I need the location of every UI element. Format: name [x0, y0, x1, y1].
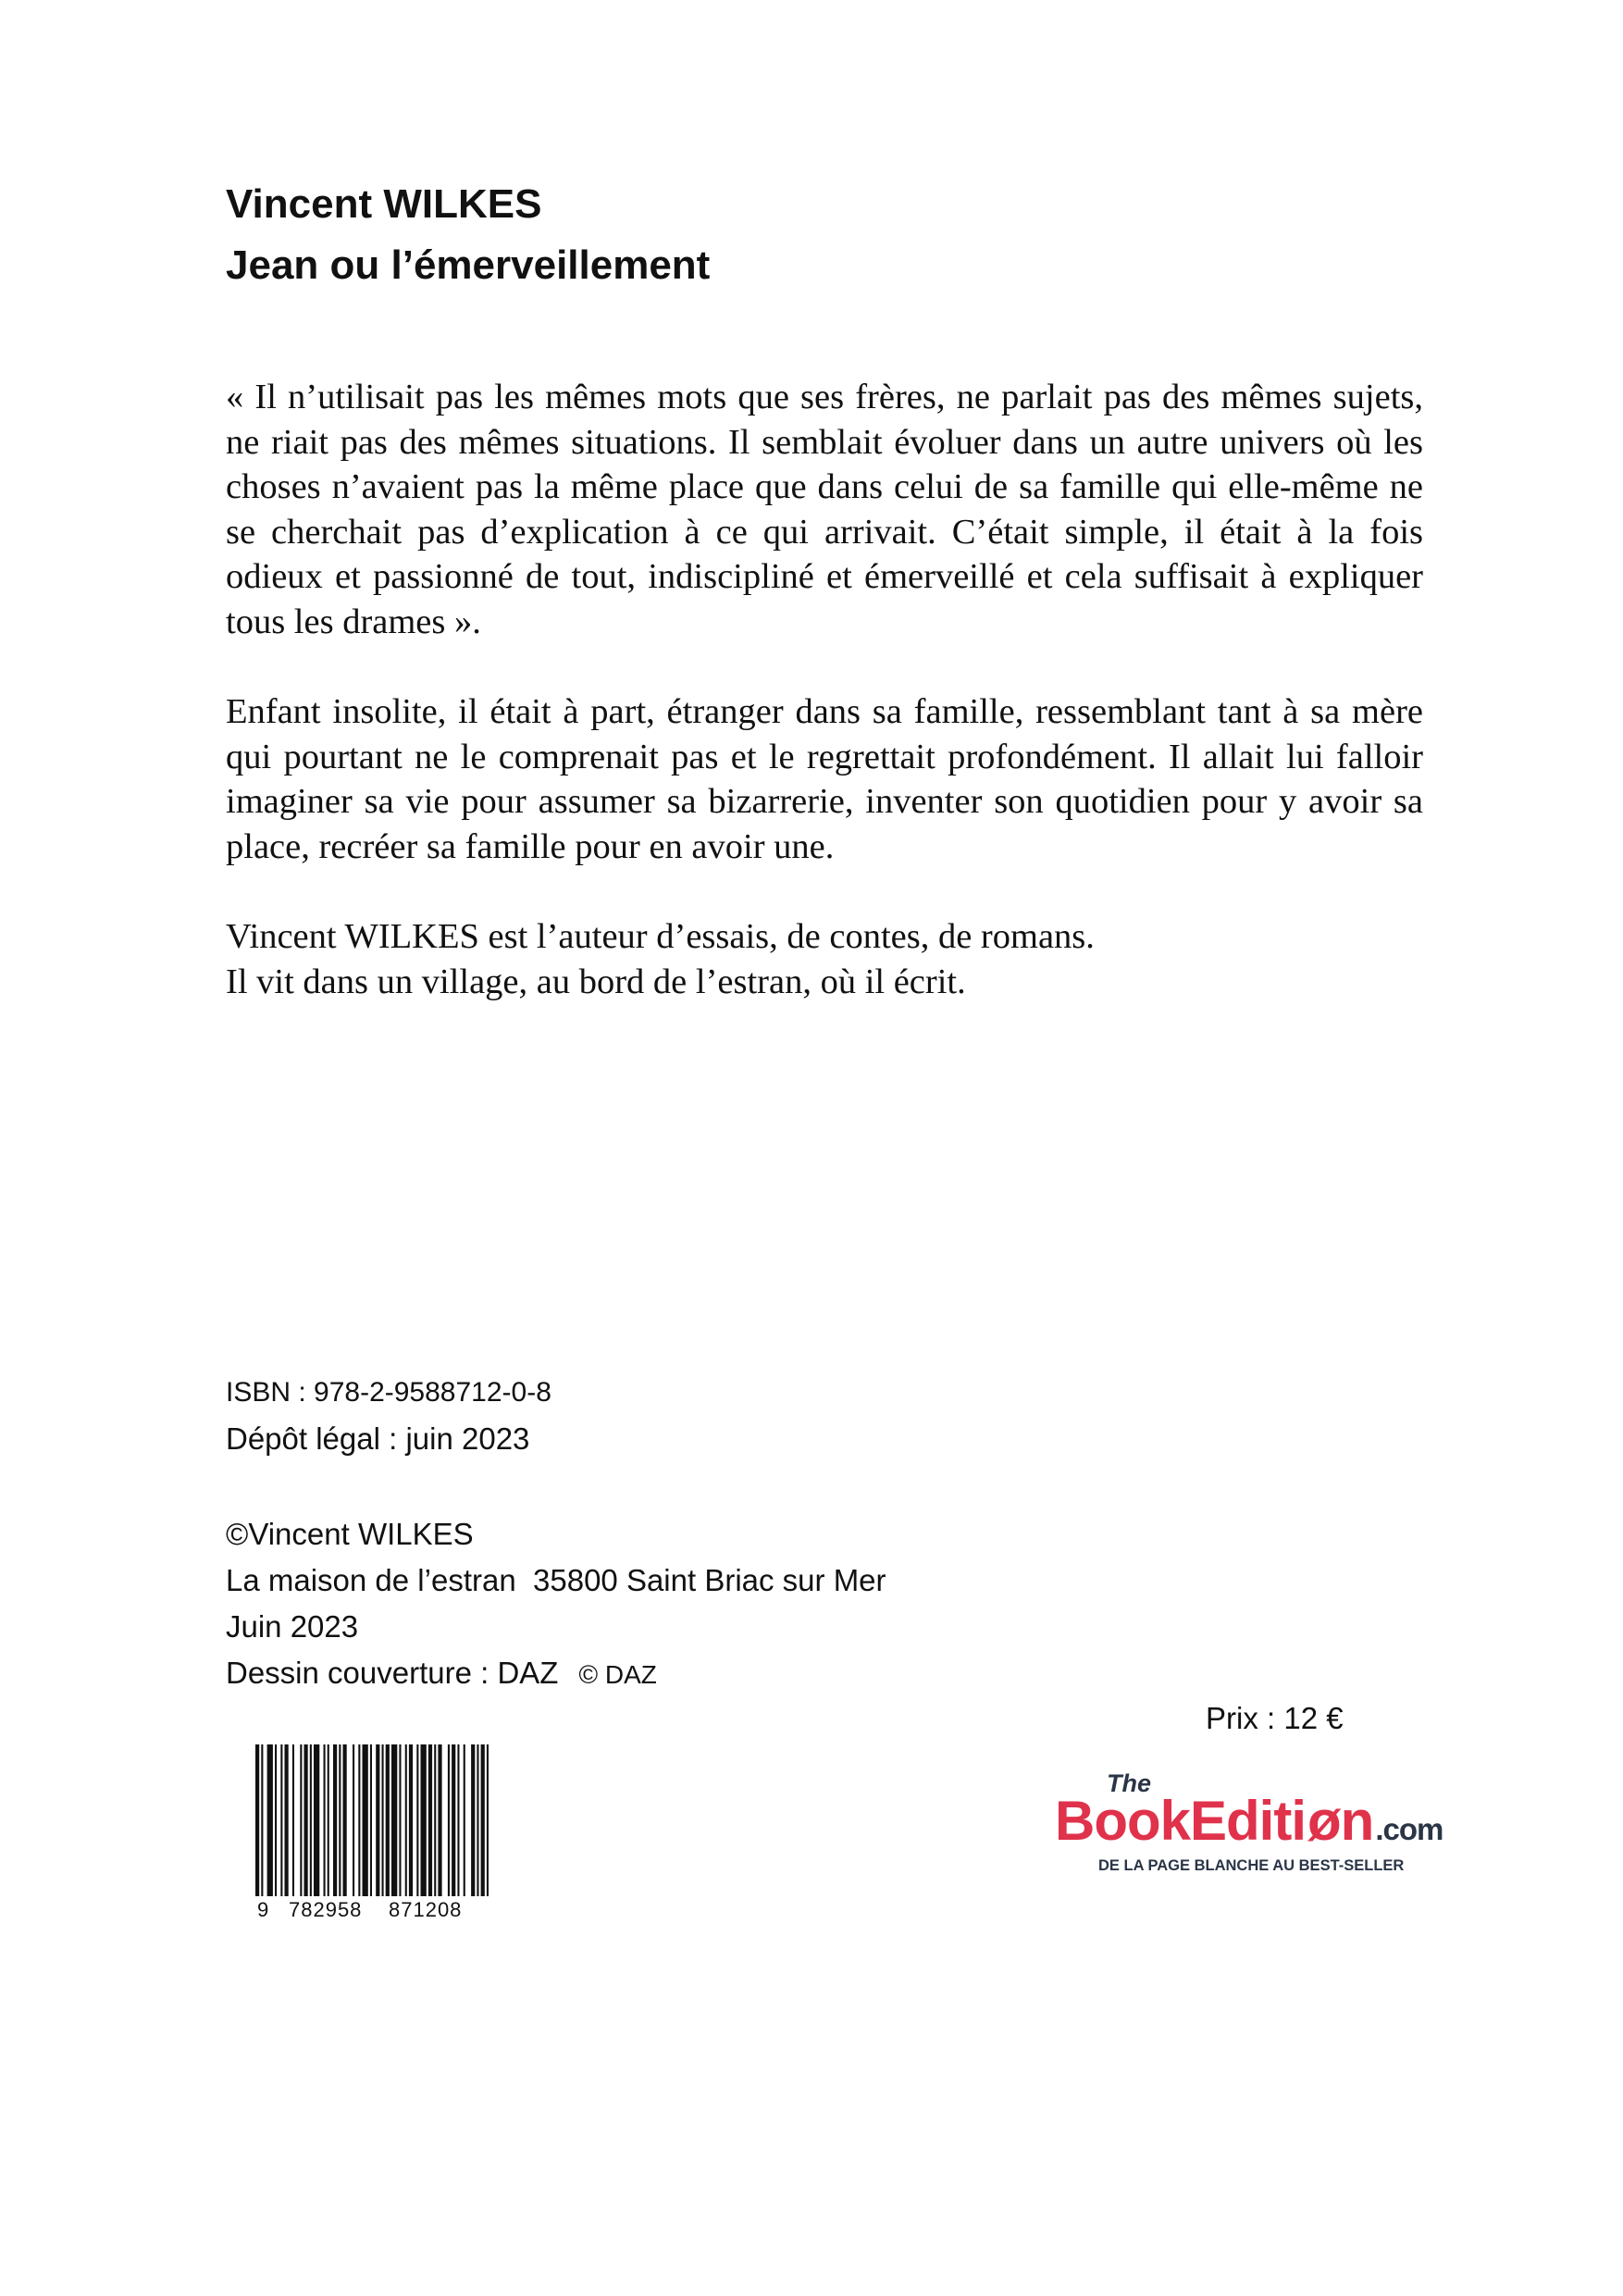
copyright-block [226, 1511, 886, 1698]
book-title: Jean ou l’émerveillement [226, 242, 711, 288]
barcode-bars [255, 1744, 489, 1896]
logo-the-text: The [1107, 1769, 1152, 1797]
barcode-bar [487, 1744, 489, 1896]
author-name: Vincent WILKES [226, 181, 542, 227]
barcode-bar [452, 1744, 455, 1896]
isbn-text: ISBN : 978-2-9588712-0-8 [226, 1377, 551, 1408]
barcode-digit-lead: 9 [257, 1898, 269, 1921]
barcode-bar [409, 1744, 413, 1896]
barcode-bar [370, 1744, 372, 1896]
barcode-bar [343, 1744, 347, 1896]
legal-deposit-text: Dépôt légal : juin 2023 [226, 1421, 530, 1456]
barcode-bar [382, 1744, 384, 1896]
publication-date: Juin 2023 [226, 1609, 359, 1644]
barcode-bar [267, 1744, 273, 1896]
barcode-bar [333, 1744, 337, 1896]
copyright-text: ©Vincent WILKES [226, 1517, 474, 1551]
barcode-bar [328, 1744, 329, 1896]
barcode-bar [428, 1744, 432, 1896]
barcode-bar [255, 1744, 259, 1896]
barcode-bar [275, 1744, 277, 1896]
barcode-digits-right: 871208 [389, 1898, 463, 1921]
quote-text: « Il n’utilisait pas les mêmes mots que ses frères, ne parlait pas des mêmes sujets, ne riait pas des mêmes situations. Il semblait évoluer dans un autre univers où les choses n’avaient pas la même place que dans celui de sa famille qui elle-même ne se cherchait pas d’explication à ce qui arrivait. C’était simple, il était à la fois odieux et passionné de tout, indiscipliné et émerveillé et cela suffisait à expliquer tous les drames ». [226, 378, 1423, 641]
logo-brand-book: Book [1055, 1790, 1190, 1852]
barcode-bar [386, 1744, 390, 1896]
bio-line-2: Il vit dans un village, au bord de l’estran, où il écrit. [226, 962, 966, 1001]
summary-paragraph [226, 689, 1423, 869]
cover-art-text: Dessin couverture : DAZ [226, 1656, 559, 1690]
barcode-bar [304, 1744, 308, 1896]
barcode-bar [399, 1744, 401, 1896]
book-header [226, 174, 1429, 296]
barcode-bar [339, 1744, 341, 1896]
barcode-bar [280, 1744, 282, 1896]
barcode-bar [292, 1744, 294, 1896]
barcode-bar [358, 1744, 360, 1896]
logo-tagline: DE LA PAGE BLANCHE AU BEST-SELLER [1098, 1857, 1405, 1874]
barcode-bar [421, 1744, 427, 1896]
barcode-bar [438, 1744, 441, 1896]
barcode-bar [457, 1744, 459, 1896]
barcode-bar [477, 1744, 478, 1896]
barcode-bar [261, 1744, 263, 1896]
barcode-bar [464, 1744, 465, 1896]
barcode-bar [363, 1744, 368, 1896]
summary-text: Enfant insolite, il était à part, étranger dans sa famille, ressemblant tant à sa mère qui pourtant ne le comprenait pas et le regrettait profondément. Il allait lui falloir imaginer sa vie pour assumer sa bizarrerie, inventer son quotidien pour y avoir sa place, recréer sa famille pour en avoir une. [226, 692, 1423, 866]
barcode-bar [314, 1744, 319, 1896]
barcode-bar [324, 1744, 326, 1896]
barcode-bar [448, 1744, 450, 1896]
cover-art-credit [226, 1650, 886, 1698]
barcode-bar [376, 1744, 379, 1896]
logo-brand-edition: Editi [1190, 1790, 1306, 1852]
thebookedition-logo [1055, 1768, 1499, 1879]
barcode-bar [481, 1744, 485, 1896]
logo-quill-o: ø [1307, 1790, 1341, 1852]
bio-line-1: Vincent WILKES est l’auteur d’essais, de contes, de romans. [226, 917, 1095, 956]
publisher-address: La maison de l’estran 35800 Saint Briac sur Mer [226, 1563, 886, 1597]
barcode-bar [405, 1744, 407, 1896]
logo-brand-com: .com [1375, 1812, 1443, 1846]
barcode-bar [391, 1744, 397, 1896]
author-bio [226, 914, 1423, 1004]
barcode-bar [434, 1744, 436, 1896]
logo-brand-text [1055, 1790, 1443, 1852]
isbn-barcode [250, 1744, 495, 1925]
logo-brand-tail: n [1340, 1790, 1374, 1852]
cover-art-copyright: © DAZ [578, 1660, 657, 1689]
price-text: Prix : 12 € [1206, 1701, 1344, 1735]
barcode-bar [300, 1744, 302, 1896]
barcode-bar [285, 1744, 289, 1896]
quote-paragraph [226, 375, 1423, 644]
colophon [226, 1370, 551, 1462]
barcode-bar [310, 1744, 312, 1896]
barcode-bar [416, 1744, 418, 1896]
barcode-bar [471, 1744, 475, 1896]
barcode-bar [353, 1744, 354, 1896]
barcode-digits-left: 782958 [289, 1898, 363, 1921]
